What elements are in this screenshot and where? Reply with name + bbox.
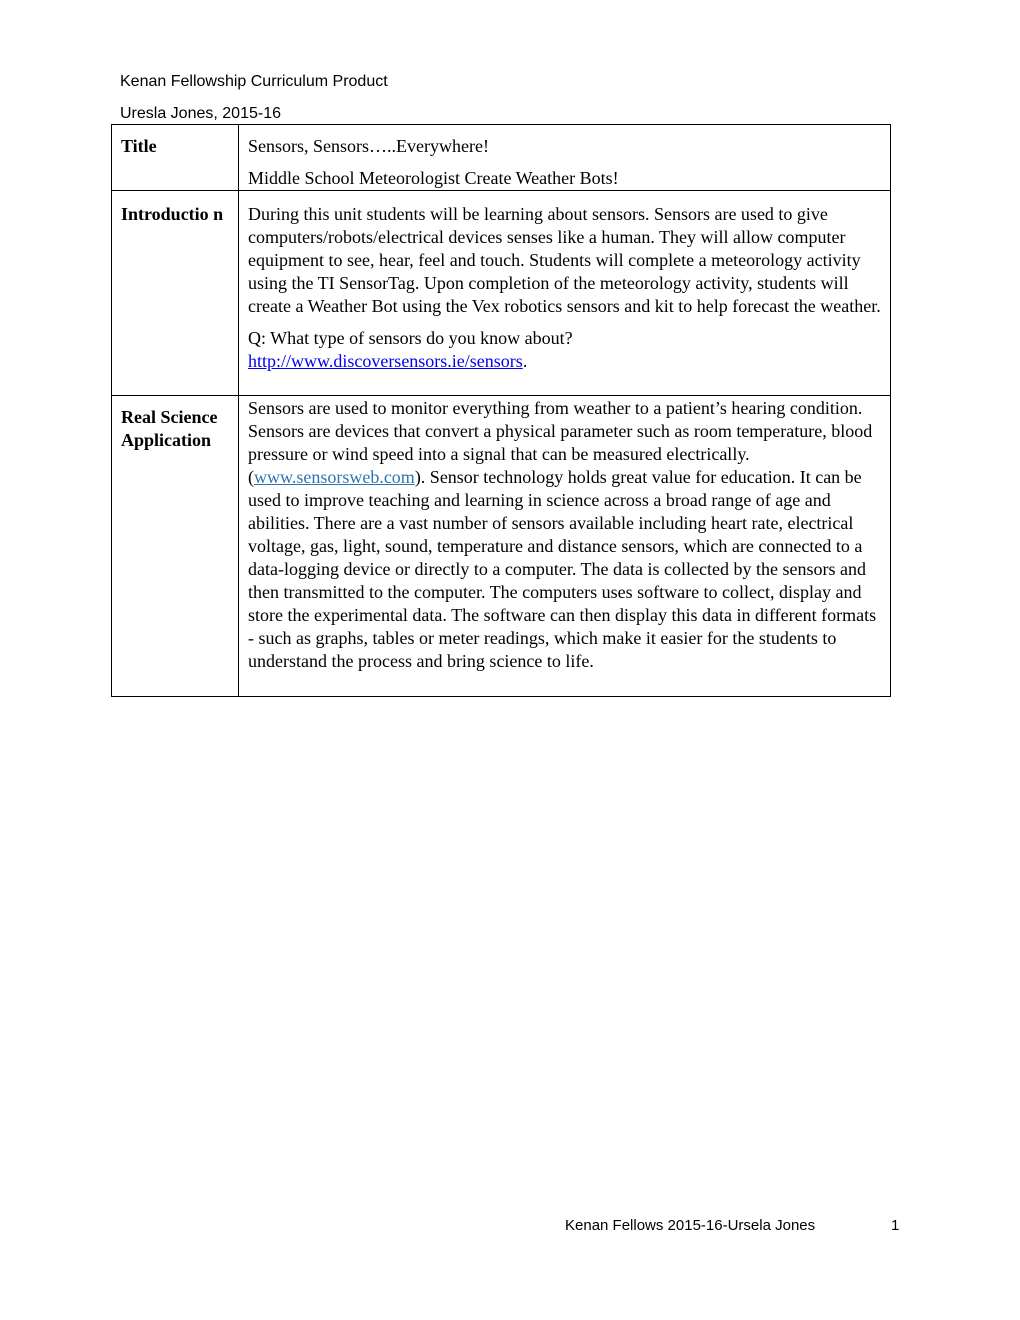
table-row bbox=[112, 396, 891, 697]
table-row bbox=[112, 191, 891, 396]
row-label-title: Title bbox=[112, 125, 239, 191]
row-label-introduction: Introductio n bbox=[112, 191, 239, 396]
sensorsweb-link[interactable]: www.sensorsweb.com bbox=[254, 467, 415, 487]
real-science-cell bbox=[239, 396, 891, 697]
discoversensors-link[interactable]: http://www.discoversensors.ie/sensors bbox=[248, 351, 523, 371]
real-science-text-2: ). Sensor technology holds great value for education. It can be used to improve teaching and learning in science across a broad range of age and abilities. There are a vast number of sensors available including heart rate, electrical voltage, gas, light, sound, temperature and distance sensors, which are connected to a data-logging device or directly to a computer. The data is collected by the sensors and then transmitted to the computer. The computers uses software to collect, display and store the experimental data. The software can then display this data in different formats - such as graphs, tables or meter readings, which make it easier for the students to understand the process and bring science to life. bbox=[248, 467, 877, 671]
real-science-paragraph bbox=[248, 397, 884, 673]
curriculum-table bbox=[111, 124, 891, 697]
title-cell bbox=[239, 125, 891, 191]
introduction-cell bbox=[239, 191, 891, 396]
introduction-paragraph: During this unit students will be learning about sensors. Sensors are used to give computers/robots/electrical devices senses like a human. They will allow computer equipment to see, hear, feel and touch. Students will complete a meteorology activity using the TI SensorTag. Upon completion of the meteorology activity, students will create a Weather Bot using the Vex robotics sensors and kit to help forecast the weather. bbox=[248, 204, 881, 316]
table-row bbox=[112, 125, 891, 191]
introduction-question: Q: What type of sensors do you know about? bbox=[248, 328, 573, 348]
row-label-real-science: Real Science Application bbox=[112, 396, 239, 697]
real-science-text-1: Sensors are used to monitor everything from weather to a patient’s hearing condition. Sensors are devices that convert a physical parameter such as room temperature, blood pressure or wind speed into a signal that can be measured electrically. ( bbox=[248, 398, 873, 487]
page-number: 1 bbox=[891, 1217, 900, 1234]
unit-subtitle: Middle School Meteorologist Create Weather Bots! bbox=[248, 168, 619, 188]
unit-title: Sensors, Sensors…..Everywhere! bbox=[248, 136, 489, 156]
page-footer: Kenan Fellows 2015-16-Ursela Jones bbox=[565, 1217, 816, 1234]
link-period: . bbox=[522, 351, 528, 371]
introduction-link-line bbox=[248, 350, 884, 373]
document-header-title: Kenan Fellowship Curriculum Product bbox=[120, 73, 388, 90]
document-header-author: Uresla Jones, 2015-16 bbox=[120, 105, 281, 122]
